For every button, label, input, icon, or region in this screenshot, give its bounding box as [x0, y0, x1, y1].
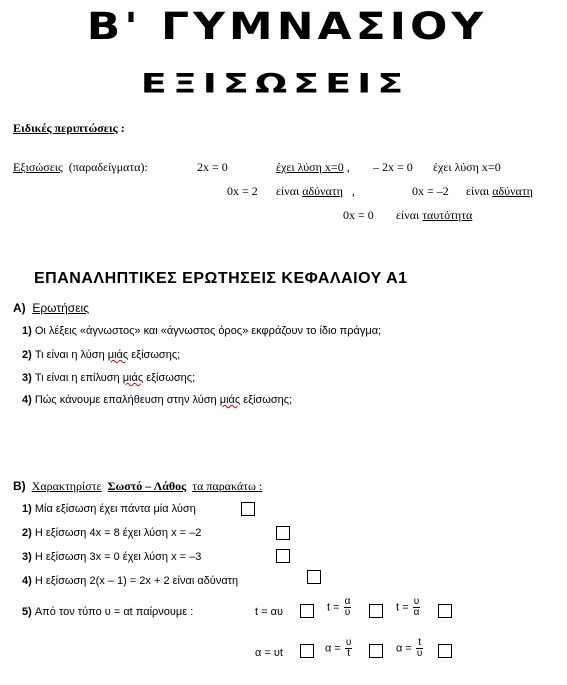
special-eq3-result: είναι αδύνατη ,: [276, 184, 355, 198]
special-heading: Ειδικές περιπτώσεις :: [13, 121, 125, 135]
formula-option-5: α = $\frac{\upsilon}{t}$: [325, 637, 352, 659]
formula-option-3-checkbox[interactable]: [438, 604, 452, 618]
question-3: 3) Τι είναι η επίλυση μιάς εξίσωσης;: [22, 372, 196, 384]
review-heading: ΕΠΑΝΑΛΗΠΤΙΚΕΣ ΕΡΩΤΗΣΕΙΣ ΚΕΦΑΛΑΙΟΥ Α1: [34, 270, 408, 287]
special-eq1: 2x = 0: [197, 160, 228, 174]
formula-option-2: t = $\frac{\alpha}{\upsilon}$: [327, 596, 351, 618]
special-eq2-solution: έχει λύση x=0: [433, 160, 501, 174]
formula-option-6-checkbox[interactable]: [438, 644, 452, 658]
special-examples-label: Εξισώσεις (παραδείγματα):: [13, 160, 148, 174]
statement-2: 2) Η εξίσωση 4x = 8 έχει λύση x = –2: [22, 527, 202, 539]
special-eq5: 0x = 0: [343, 208, 374, 222]
formula-option-3: t = $\frac{\upsilon}{\alpha}$: [396, 596, 420, 618]
statement-3: 3) Η εξίσωση 3x = 0 έχει λύση x = –3: [22, 551, 202, 563]
question-1: 1) Οι λέξεις «άγνωστος» και «άγνωστος όρος» εκφράζουν το ίδιο πράγμα;: [22, 325, 382, 337]
formula-option-5-checkbox[interactable]: [369, 644, 383, 658]
statement-5: 5) Από τον τύπο υ = αt παίρνουμε :: [22, 606, 194, 618]
title-line-2: ΕΞΙΣΩΣΕΙΣ: [140, 68, 410, 99]
special-eq4-result: είναι αδύνατη: [466, 184, 533, 198]
formula-option-4: α = υt: [255, 647, 283, 659]
statement-3-checkbox[interactable]: [276, 549, 290, 563]
section-a-title: Α) Ερωτήσεις: [13, 301, 89, 315]
formula-option-4-checkbox[interactable]: [300, 644, 314, 658]
formula-option-6: α = $\frac{t}{\upsilon}$: [396, 637, 423, 659]
special-eq5-result: είναι ταυτότητα: [396, 208, 473, 222]
special-eq1-solution: έχει λύση x=0 ,: [276, 160, 350, 174]
statement-4: 4) Η εξίσωση 2(x – 1) = 2x + 2 είναι αδύνατη: [22, 575, 239, 587]
question-2: 2) Τι είναι η λύση μιάς εξίσωσης;: [22, 349, 181, 361]
formula-option-1: t = αυ: [255, 606, 283, 618]
statement-1: 1) Μία εξίσωση έχει πάντα μία λύση: [22, 503, 196, 515]
formula-option-2-checkbox[interactable]: [369, 604, 383, 618]
statement-4-checkbox[interactable]: [307, 570, 321, 584]
special-eq4: 0x = –2: [412, 184, 449, 198]
special-eq3: 0x = 2: [227, 184, 258, 198]
special-eq2: – 2x = 0: [373, 160, 413, 174]
statement-2-checkbox[interactable]: [276, 526, 290, 540]
section-b-title: Β) Χαρακτηρίστε Σωστό – Λάθος τα παρακάτω :: [13, 479, 263, 493]
question-4: 4) Πώς κάνουμε επαλήθευση στην λύση μιάς εξίσωσης;: [22, 394, 293, 406]
title-line-1: Β' ΓΥΜΝΑΣΙΟΥ: [86, 5, 488, 49]
statement-1-checkbox[interactable]: [241, 502, 255, 516]
formula-option-1-checkbox[interactable]: [300, 604, 314, 618]
